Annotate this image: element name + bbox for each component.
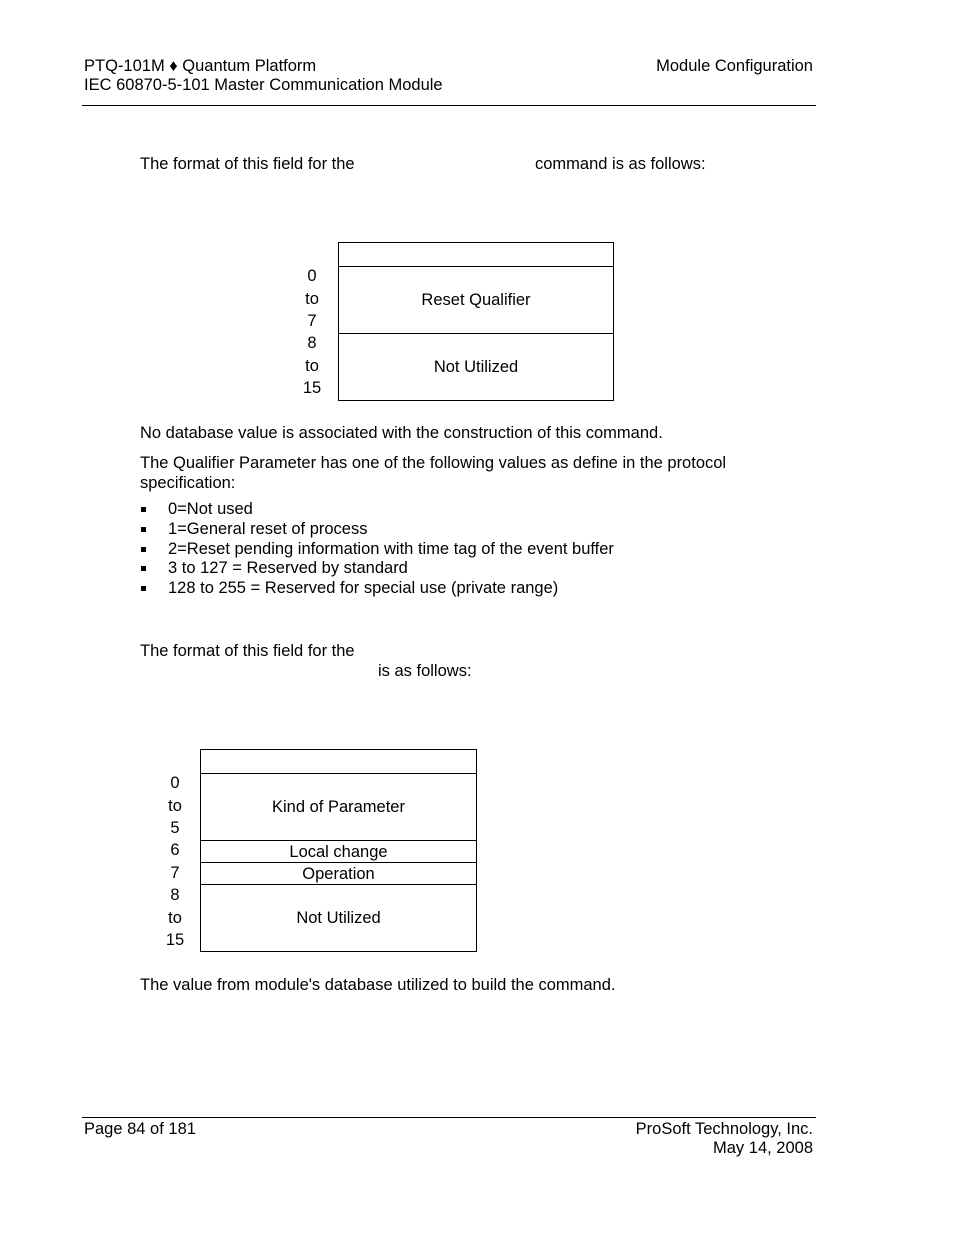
bit-label: 7 <box>307 312 317 330</box>
table-cell-not-utilized: Not Utilized <box>201 884 476 952</box>
bit-label: 8 <box>307 334 317 352</box>
section1-intro-start: The format of this field for the <box>140 155 355 173</box>
section1-bit-table <box>338 242 614 401</box>
section2-bit-table <box>200 749 477 952</box>
list-item: 1=General reset of process <box>139 520 614 540</box>
bit-label: to <box>168 796 182 815</box>
footer-rule <box>82 1117 816 1118</box>
header-rule <box>82 105 816 106</box>
bit-label: 0 <box>170 774 180 792</box>
bit-label: 6 <box>170 841 180 859</box>
bit-label: 7 <box>170 864 180 882</box>
footer-page-number: Page 84 of 181 <box>84 1120 196 1138</box>
bit-label: to <box>305 356 319 375</box>
list-item: 3 to 127 = Reserved by standard <box>139 559 614 579</box>
footer-company: ProSoft Technology, Inc. <box>635 1120 813 1138</box>
section1-intro-end: command is as follows: <box>535 155 706 173</box>
bit-label: 5 <box>170 819 180 837</box>
table-cell-local-change: Local change <box>201 840 476 863</box>
list-item: 128 to 255 = Reserved for special use (private range) <box>139 579 614 599</box>
bit-label: to <box>168 908 182 927</box>
header-product-title: PTQ-101M ♦ Quantum Platform <box>84 57 317 75</box>
bit-label: 0 <box>307 267 317 285</box>
section2-intro-end: is as follows: <box>378 662 472 680</box>
list-item: 2=Reset pending information with time tag of the event buffer <box>139 540 614 560</box>
table-header-cell <box>201 750 476 773</box>
bit-label: 15 <box>302 379 322 397</box>
section2-note: The value from module's database utilized to build the command. <box>140 976 616 994</box>
section1-note: No database value is associated with the construction of this command. <box>140 424 663 442</box>
table-cell-not-utilized: Not Utilized <box>339 333 613 401</box>
section1-qualifier-text: The Qualifier Parameter has one of the following values as define in the protocol specification: <box>140 454 727 492</box>
qualifier-value-list <box>139 500 614 599</box>
header-section-title: Module Configuration <box>656 57 813 75</box>
section2-intro-start: The format of this field for the <box>140 642 355 660</box>
bit-label: 8 <box>170 886 180 904</box>
table-cell-reset-qualifier: Reset Qualifier <box>339 266 613 334</box>
table-cell-operation: Operation <box>201 862 476 885</box>
table-header-cell <box>339 243 613 266</box>
bit-label: 15 <box>165 931 185 949</box>
list-item: 0=Not used <box>139 500 614 520</box>
table-cell-kind-of-parameter: Kind of Parameter <box>201 773 476 841</box>
footer-date: May 14, 2008 <box>713 1139 813 1157</box>
bit-label: to <box>305 289 319 308</box>
header-module-title: IEC 60870-5-101 Master Communication Module <box>84 76 443 94</box>
